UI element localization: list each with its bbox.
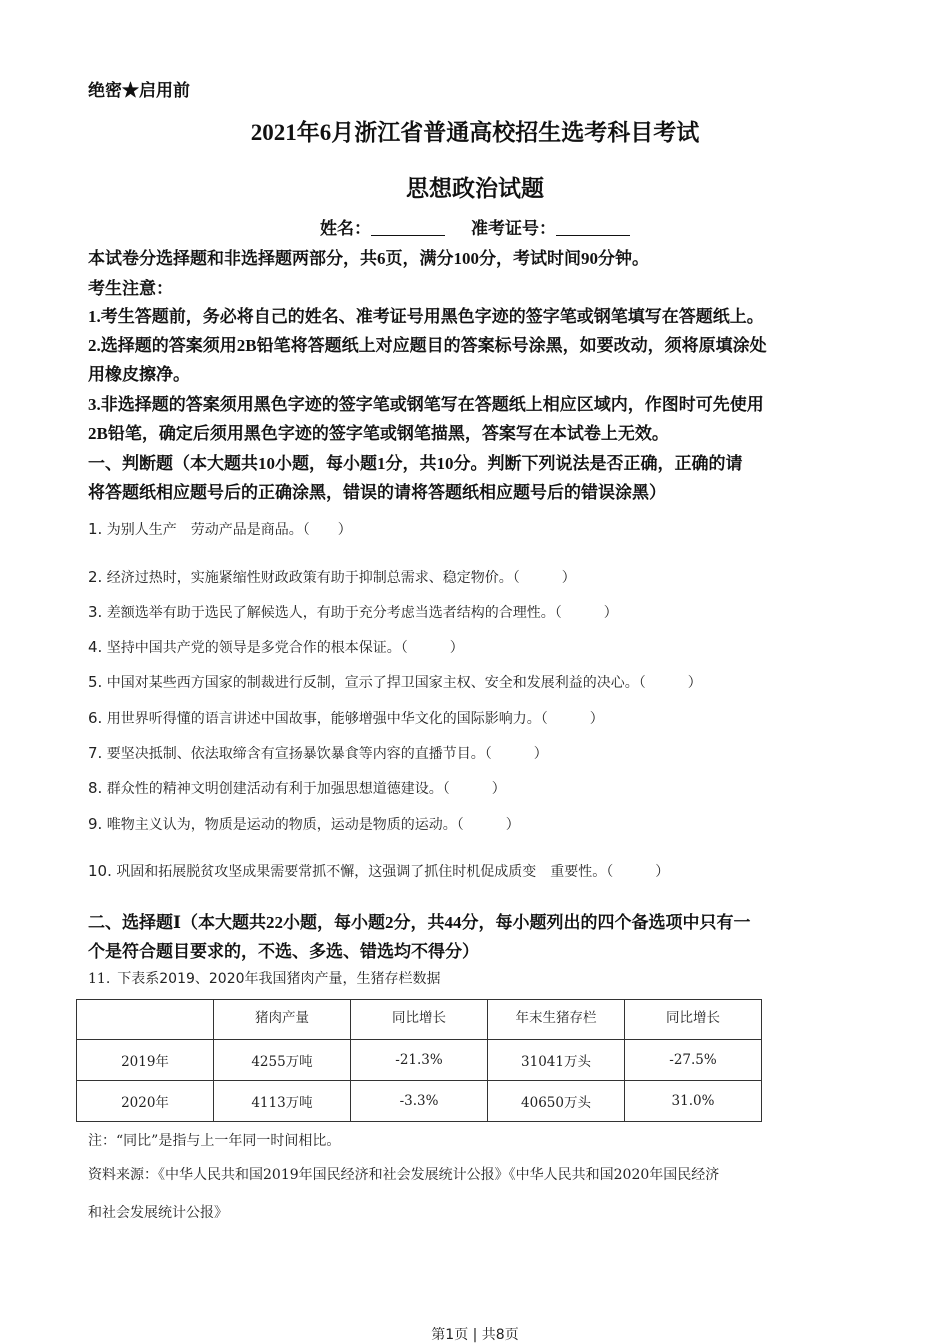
table-cell: 4113万吨: [214, 1081, 351, 1122]
name-label: 姓名：: [320, 219, 371, 238]
table-cell: 4255万吨: [214, 1040, 351, 1081]
table-cell: -21.3%: [351, 1040, 488, 1081]
page-footer: 第1页 | 共8页: [431, 1327, 519, 1343]
notice-item-3-cont: 2B铅笔，确定后须用黑色字迹的签字笔或钢笔描黑，答案写在本试卷上无效。: [88, 424, 669, 443]
table-cell: 40650万头: [488, 1081, 625, 1122]
question-7: 7. 要坚决抵制、依法取缔含有宣扬暴饮暴食等内容的直播节目。（ ）: [88, 744, 548, 762]
data-source: 资料来源：《中华人民共和国2019年国民经济和社会发展统计公报》《中华人民共和国2020年国民经济: [88, 1167, 720, 1183]
exam-id-blank: [556, 219, 630, 236]
table-header-cell: [77, 1000, 214, 1040]
question-5: 5. 中国对某些西方国家的制裁进行反制，宣示了捍卫国家主权、安全和发展利益的决心。（ ）: [88, 673, 702, 691]
notice-item-2: 2.选择题的答案须用2B铅笔将答题纸上对应题目的答案标号涂黑，如要改动，须将原填涂处: [88, 336, 767, 355]
exam-id-label: 准考证号：: [471, 219, 556, 238]
question-1: 1. 为别人生产 劳动产品是商品。（ ）: [88, 520, 352, 538]
table-cell: -3.3%: [351, 1081, 488, 1122]
table-header-row: [77, 1000, 762, 1040]
data-source-cont: 和社会发展统计公报》: [88, 1205, 228, 1221]
section2-heading: 二、选择题Ⅰ（本大题共22小题，每小题2分，共44分，每小题列出的四个备选项中只有一: [88, 913, 751, 932]
section1-heading: 一、判断题（本大题共10小题，每小题1分，共10分。判断下列说法是否正确，正确的请: [88, 454, 743, 473]
name-blank: [371, 219, 445, 236]
question-10: 10. 巩固和拓展脱贫攻坚成果需要常抓不懈，这强调了抓住时机促成质变 重要性。（ ）: [88, 862, 670, 880]
secret-label: 绝密★启用前: [88, 81, 190, 100]
section2-heading-cont: 个是符合题目要求的，不选、多选、错选均不得分）: [88, 942, 479, 961]
notice-item-3: 3.非选择题的答案须用黑色字迹的签字笔或钢笔写在答题纸上相应区域内，作图时可先使用: [88, 395, 764, 414]
table-note: 注：“同比”是指与上一年同一时间相比。: [88, 1133, 341, 1149]
question-8: 8. 群众性的精神文明创建活动有利于加强思想道德建设。（ ）: [88, 779, 506, 797]
table-header-cell: 同比增长: [625, 1000, 762, 1040]
candidate-info-row: [0, 214, 950, 239]
exam-title: 2021年6月浙江省普通高校招生选考科目考试: [250, 120, 700, 145]
table-cell: 31041万头: [488, 1040, 625, 1081]
question-4: 4. 坚持中国共产党的领导是多党合作的根本保证。（ ）: [88, 638, 464, 656]
section1-heading-cont: 将答题纸相应题号后的正确涂黑，错误的请将答题纸相应题号后的错误涂黑）: [88, 483, 666, 502]
question-6: 6. 用世界听得懂的语言讲述中国故事，能够增强中华文化的国际影响力。（ ）: [88, 709, 604, 727]
table-header-cell: 同比增长: [351, 1000, 488, 1040]
table-cell: 2020年: [77, 1081, 214, 1122]
question-2: 2. 经济过热时，实施紧缩性财政政策有助于抑制总需求、稳定物价。（ ）: [88, 568, 576, 586]
table-cell: 2019年: [77, 1040, 214, 1081]
question-11-stem: 11. 下表系2019、2020年我国猪肉产量，生猪存栏数据: [88, 971, 441, 987]
question-3: 3. 差额选举有助于选民了解候选人，有助于充分考虑当选者结构的合理性。（ ）: [88, 603, 618, 621]
table-header-cell: 猪肉产量: [214, 1000, 351, 1040]
table-cell: 31.0%: [625, 1081, 762, 1122]
notice-item-2-cont: 用橡皮擦净。: [88, 365, 190, 384]
pork-data-table: [76, 999, 762, 1122]
question-9: 9. 唯物主义认为，物质是运动的物质，运动是物质的运动。（ ）: [88, 815, 520, 833]
table-row: [77, 1081, 762, 1122]
exam-intro: 本试卷分选择题和非选择题两部分，共6页，满分100分，考试时间90分钟。: [88, 249, 649, 268]
notice-item-1: 1.考生答题前，务必将自己的姓名、准考证号用黑色字迹的签字笔或钢笔填写在答题纸上。: [88, 307, 764, 326]
table-header-cell: 年末生猪存栏: [488, 1000, 625, 1040]
table-cell: -27.5%: [625, 1040, 762, 1081]
table-row: [77, 1040, 762, 1081]
notice-heading: 考生注意：: [88, 279, 173, 298]
exam-subtitle: 思想政治试题: [406, 176, 544, 201]
